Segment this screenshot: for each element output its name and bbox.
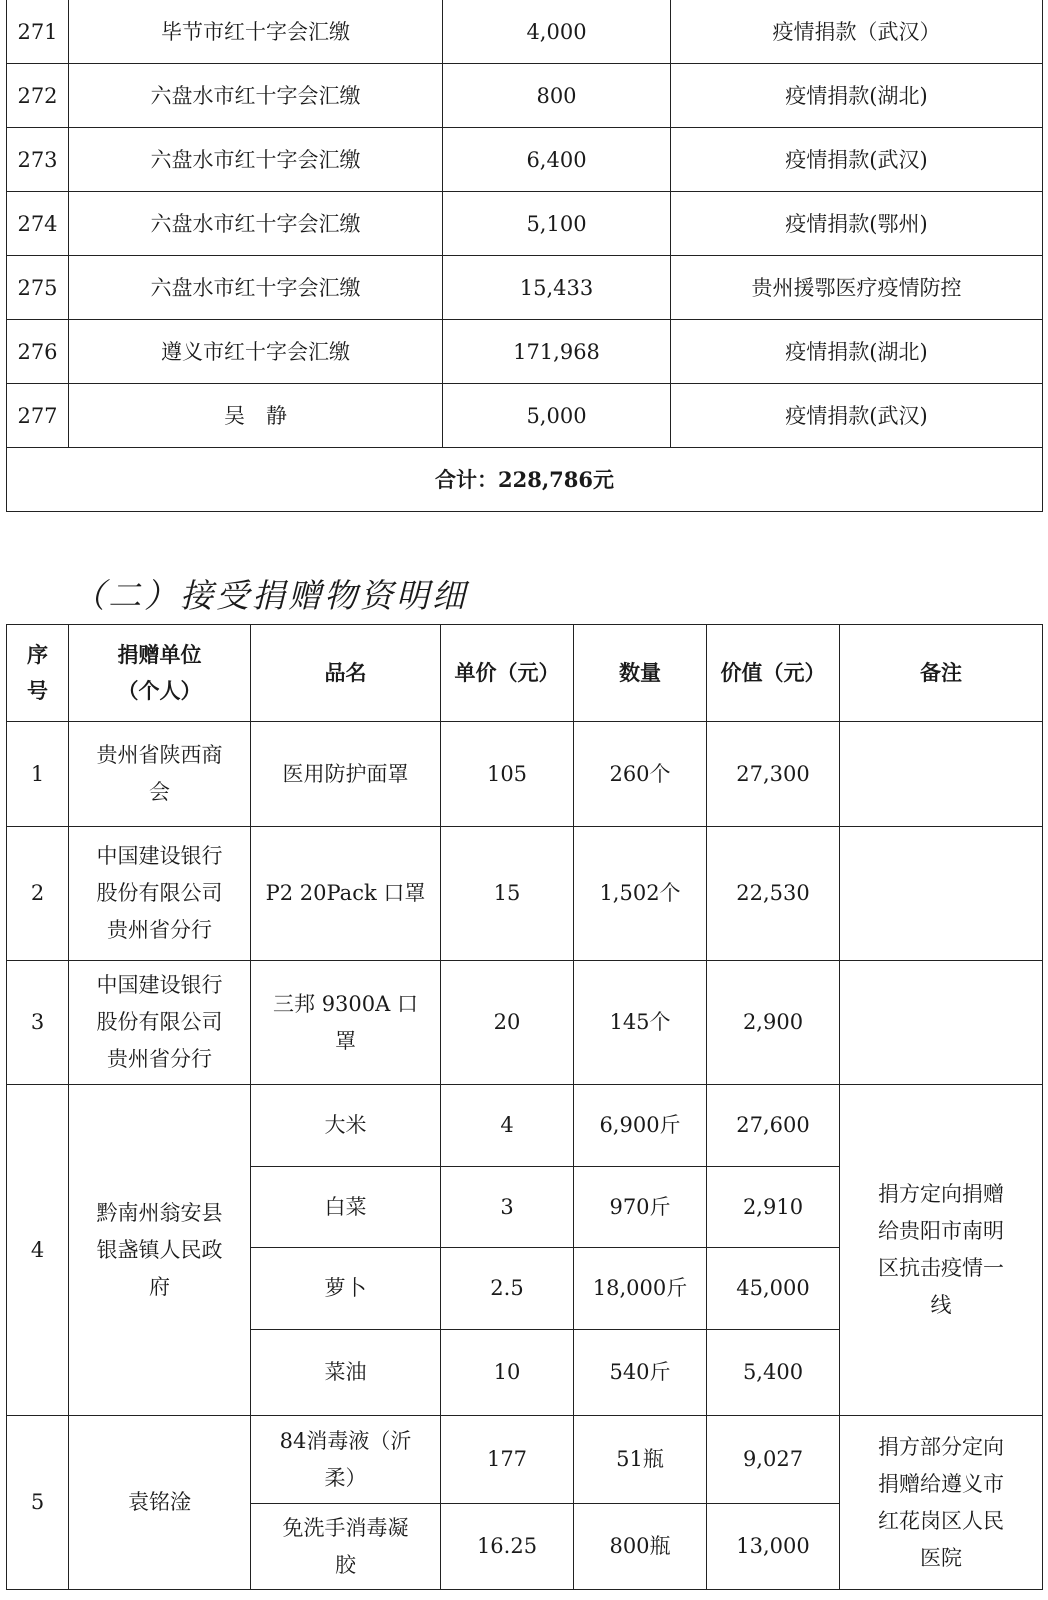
table-row [7,0,1043,64]
note [840,722,1043,827]
note: 捐方部分定向 捐赠给遵义市 红花岗区人民 医院 [840,1416,1043,1590]
item-name: 三邦 9300A 口 罩 [251,961,441,1085]
unit-price: 177 [441,1416,574,1504]
table-row [7,192,1043,256]
table-row [7,1416,1043,1504]
unit-price: 3 [441,1167,574,1248]
donor-unit: 六盘水市红十字会汇缴 [69,64,443,128]
donor-unit: 六盘水市红十字会汇缴 [69,256,443,320]
total-amount: 合计：228,786元 [7,448,1043,512]
donor-unit: 吴 静 [69,384,443,448]
table-row [7,384,1043,448]
value: 27,300 [707,722,840,827]
row-number: 274 [7,192,69,256]
amount: 5,000 [443,384,671,448]
value: 22,530 [707,827,840,961]
section-title: （二）接受捐赠物资明细 [72,576,468,615]
purpose: 疫情捐款(武汉) [671,128,1043,192]
row-number: 271 [7,0,69,64]
donor-unit: 黔南州翁安县 银盏镇人民政 府 [69,1085,251,1416]
row-number: 276 [7,320,69,384]
value: 5,400 [707,1330,840,1416]
quantity: 18,000斤 [574,1248,707,1330]
item-name: 白菜 [251,1167,441,1248]
row-number: 2 [7,827,69,961]
amount: 15,433 [443,256,671,320]
note [840,827,1043,961]
quantity: 800瓶 [574,1504,707,1590]
unit-price: 20 [441,961,574,1085]
donor-unit: 六盘水市红十字会汇缴 [69,128,443,192]
table-row [7,128,1043,192]
note [840,961,1043,1085]
table-row [7,64,1043,128]
note: 捐方定向捐赠 给贵阳市南明 区抗击疫情一 线 [840,1085,1043,1416]
purpose: 疫情捐款(鄂州) [671,192,1043,256]
value: 27,600 [707,1085,840,1167]
header-row [7,625,1043,722]
row-number: 5 [7,1416,69,1590]
row-number: 3 [7,961,69,1085]
donor-unit: 贵州省陕西商 会 [69,722,251,827]
table-row [7,1085,1043,1167]
quantity: 145个 [574,961,707,1085]
item-name: 免洗手消毒凝 胶 [251,1504,441,1590]
cash-donation-table [6,0,1043,512]
amount: 171,968 [443,320,671,384]
amount: 5,100 [443,192,671,256]
unit-price: 4 [441,1085,574,1167]
unit-price: 15 [441,827,574,961]
row-number: 277 [7,384,69,448]
item-name: 医用防护面罩 [251,722,441,827]
donor-unit: 袁铭淦 [69,1416,251,1590]
table-row [7,320,1043,384]
value: 2,910 [707,1167,840,1248]
value: 2,900 [707,961,840,1085]
quantity: 970斤 [574,1167,707,1248]
donor-unit: 遵义市红十字会汇缴 [69,320,443,384]
item-name: P2 20Pack 口罩 [251,827,441,961]
unit-price: 10 [441,1330,574,1416]
purpose: 贵州援鄂医疗疫情防控 [671,256,1043,320]
item-name: 大米 [251,1085,441,1167]
row-number: 272 [7,64,69,128]
amount: 800 [443,64,671,128]
header-value: 价值（元） [707,625,840,722]
unit-price: 105 [441,722,574,827]
header-note: 备注 [840,625,1043,722]
value: 13,000 [707,1504,840,1590]
header-no: 序 号 [7,625,69,722]
table-row [7,961,1043,1085]
purpose: 疫情捐款（武汉） [671,0,1043,64]
total-row [7,448,1043,512]
purpose: 疫情捐款(武汉) [671,384,1043,448]
header-price: 单价（元） [441,625,574,722]
amount: 6,400 [443,128,671,192]
row-number: 4 [7,1085,69,1416]
purpose: 疫情捐款(湖北) [671,320,1043,384]
quantity: 1,502个 [574,827,707,961]
value: 9,027 [707,1416,840,1504]
donor-unit: 中国建设银行 股份有限公司 贵州省分行 [69,961,251,1085]
quantity: 540斤 [574,1330,707,1416]
quantity: 260个 [574,722,707,827]
table-row [7,256,1043,320]
item-name: 萝卜 [251,1248,441,1330]
amount: 4,000 [443,0,671,64]
value: 45,000 [707,1248,840,1330]
goods-donation-table [6,624,1043,1590]
table-row [7,722,1043,827]
donor-unit: 中国建设银行 股份有限公司 贵州省分行 [69,827,251,961]
donor-unit: 六盘水市红十字会汇缴 [69,192,443,256]
quantity: 6,900斤 [574,1085,707,1167]
purpose: 疫情捐款(湖北) [671,64,1043,128]
unit-price: 2.5 [441,1248,574,1330]
row-number: 1 [7,722,69,827]
unit-price: 16.25 [441,1504,574,1590]
donor-unit: 毕节市红十字会汇缴 [69,0,443,64]
item-name: 84消毒液（沂 柔） [251,1416,441,1504]
item-name: 菜油 [251,1330,441,1416]
header-qty: 数量 [574,625,707,722]
row-number: 275 [7,256,69,320]
quantity: 51瓶 [574,1416,707,1504]
table-row [7,827,1043,961]
header-donor: 捐赠单位 （个人） [69,625,251,722]
header-item: 品名 [251,625,441,722]
row-number: 273 [7,128,69,192]
